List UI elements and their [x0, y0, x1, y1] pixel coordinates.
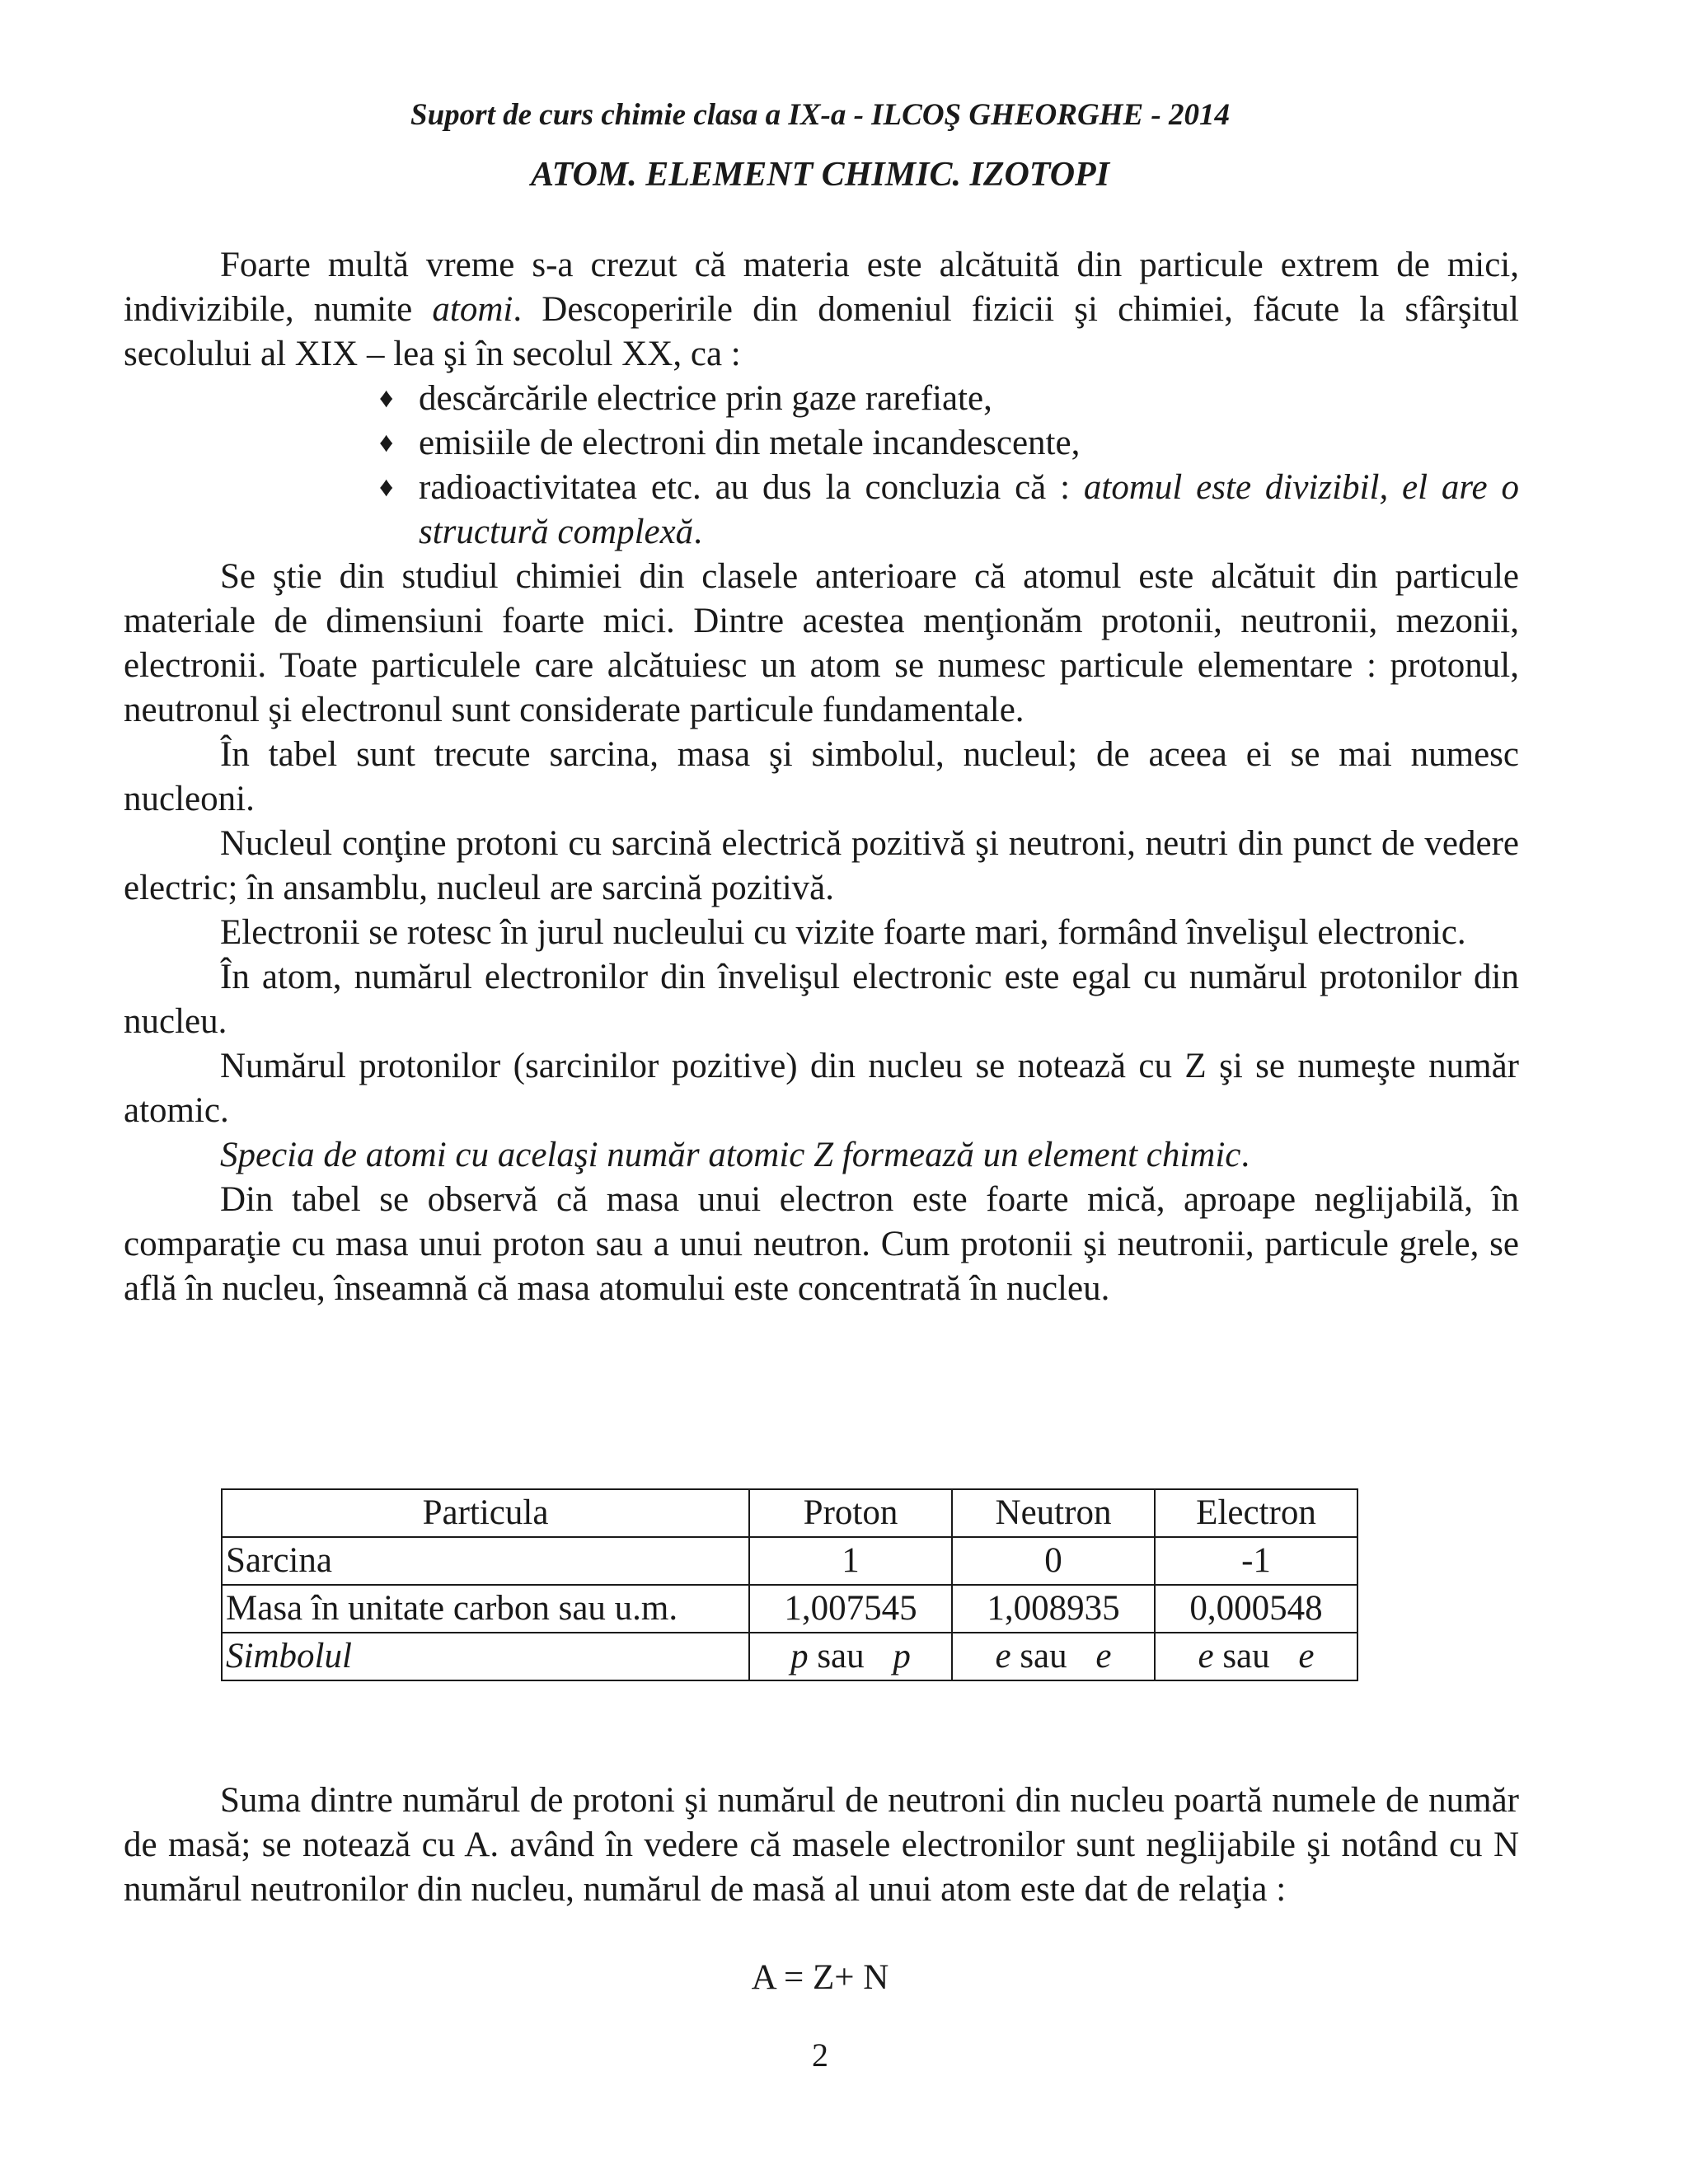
main-text: [124, 243, 1519, 1311]
bullet-text: radioactivitatea etc. au dus la concluzia că :: [419, 468, 1084, 507]
diamond-bullet-icon: ♦: [379, 383, 394, 414]
table-row: [222, 1585, 1357, 1633]
bullet-text: emisiile de electroni din metale incandescente,: [419, 424, 1081, 462]
intro-paragraph: [124, 243, 1519, 377]
table-cell: Sarcina: [222, 1537, 749, 1585]
symbol-sau: sau: [808, 1637, 874, 1675]
table-row: [222, 1537, 1357, 1585]
paragraph-atomic-number: Numărul protonilor (sarcinilor pozitive) din nucleu se notează cu Z şi se numeşte număr atomic.: [124, 1047, 1519, 1130]
definition-end: .: [1240, 1136, 1250, 1174]
table-cell: [749, 1633, 952, 1680]
table-cell: -1: [1155, 1537, 1357, 1585]
table-cell: [1155, 1633, 1357, 1680]
formula: A = Z+ N: [751, 1958, 889, 1997]
paragraph-definition: [124, 1133, 1519, 1178]
table-cell: 1,007545: [749, 1585, 952, 1633]
intro-text-end: . Descoperirile din domeniul fizicii şi chimiei, făcute la sfârşitul secolului al XIX – lea şi în secolul XX, ca :: [124, 290, 1520, 373]
bullet-item: [124, 421, 1519, 466]
particle-table: [221, 1488, 1358, 1681]
paragraph-particles: Se ştie din studiul chimiei din clasele anterioare că atomul este alcătuit din particule materiale de dimensiuni foarte mici. Dintre acestea menţionăm protonii, neutronii, mezonii, electronii. Toate particulele care alcătuiesc un atom se numesc particule elementare : protonul, neutronul şi electronul sunt considerate particule fundamentale.: [124, 557, 1519, 729]
intro-text: Foarte multă vreme s-a crezut că materia este alcătuită din particule extrem de mici, indivizibile, numite: [124, 246, 1519, 329]
bullet-conclusion: atomul este divizibil, el are o structură complexă: [419, 468, 1519, 551]
symbol: p: [790, 1637, 809, 1675]
table-header: Neutron: [952, 1489, 1155, 1537]
table-cell: 0,000548: [1155, 1585, 1357, 1633]
running-header: Suport de curs chimie clasa a IX-a - ILCOŞ GHEORGHE - 2014: [410, 98, 1230, 132]
table-header: Electron: [1155, 1489, 1357, 1537]
symbol: e: [1198, 1637, 1214, 1675]
table-cell: 0: [952, 1537, 1155, 1585]
table-row: [222, 1633, 1357, 1680]
bullet-text: descărcările electrice prin gaze rarefiate,: [419, 379, 992, 418]
bullet-item: [124, 466, 1519, 555]
paragraph-electrons: Electronii se rotesc în jurul nucleului cu vizite foarte mari, formând învelişul electronic.: [220, 913, 1466, 952]
page-number: 2: [812, 2036, 828, 2074]
symbol-sau: sau: [1010, 1637, 1076, 1675]
bullet-end: .: [693, 513, 702, 551]
table-cell: Masa în unitate carbon sau u.m.: [222, 1585, 749, 1633]
table-header: Particula: [222, 1489, 749, 1537]
table-header-row: [222, 1489, 1357, 1537]
bullet-item: [124, 377, 1519, 421]
diamond-bullet-icon: ♦: [379, 472, 394, 503]
intro-atomi: atomi: [432, 290, 513, 329]
symbol: e: [1095, 1637, 1112, 1675]
paragraph-mass-number: Suma dintre numărul de protoni şi numărul de neutroni din nucleu poartă numele de număr de masă; se notează cu A. având în vedere că masele electronilor sunt neglijabile şi notând cu N numărul neutronilor din nucleu, numărul de masă al unui atom este dat de relaţia :: [124, 1781, 1519, 1909]
symbol: e: [1298, 1637, 1315, 1675]
paragraph-table-intro: În tabel sunt trecute sarcina, masa şi simbolul, nucleul; de aceea ei se mai numesc nucleoni.: [124, 735, 1519, 818]
symbol: p: [893, 1637, 911, 1675]
symbol-sau: sau: [1213, 1637, 1279, 1675]
diamond-bullet-icon: ♦: [379, 428, 394, 458]
paragraph-nucleus: Nucleul conţine protoni cu sarcină electrică pozitivă şi neutroni, neutri din punct de vedere electric; în ansamblu, nucleul are sarcină pozitivă.: [124, 824, 1519, 907]
paragraph-equality: În atom, numărul electronilor din învelişul electronic este egal cu numărul protonilor din nucleu.: [124, 958, 1519, 1041]
table-cell: 1: [749, 1537, 952, 1585]
paragraph-mass: Din tabel se observă că masa unui electron este foarte mică, aproape neglijabilă, în comparaţie cu masa unui proton sau a unui neutron. Cum protonii şi neutronii, particule grele, se află în nucleu, înseamnă că masa atomului este concentrată în nucleu.: [124, 1180, 1519, 1308]
page-title: ATOM. ELEMENT CHIMIC. IZOTOPI: [530, 156, 1110, 194]
summary-text: [124, 1779, 1519, 1912]
bullet-list: [124, 377, 1519, 555]
symbol: e: [995, 1637, 1011, 1675]
table-cell: [952, 1633, 1155, 1680]
definition-text: Specia de atomi cu acelaşi număr atomic Z formează un element chimic: [220, 1136, 1241, 1174]
table-cell: 1,008935: [952, 1585, 1155, 1633]
table-cell: Simbolul: [222, 1633, 749, 1680]
table-header: Proton: [749, 1489, 952, 1537]
